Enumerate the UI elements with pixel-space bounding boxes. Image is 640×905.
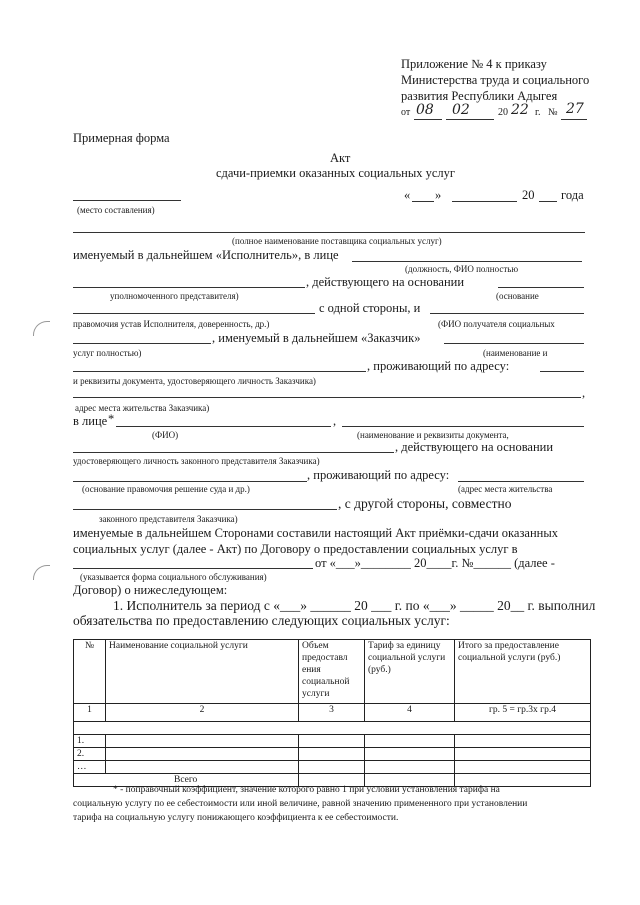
caption-authority: правомочия устав Исполнителя, доверенность, др.) [73,319,270,329]
header-service-name: Наименование социальной услуги [106,640,299,704]
text-comma: , [333,414,337,428]
caption-doc-name: (наименование и реквизиты документа, [357,430,509,440]
binder-mark-top [33,321,50,336]
total-label: Всего [74,774,299,787]
text-residing2: , проживающий по адресу: [307,468,450,482]
table-row [74,761,591,774]
caption-legal-rep: законного представителя Заказчика) [99,514,238,524]
act-subtitle: сдачи-приемки оказанных социальных услуг [216,166,456,180]
col-number-4: 4 [365,704,455,722]
caption-fio: (ФИО) [152,430,179,440]
date-year-word: года [561,188,584,202]
row-number: … [74,761,106,774]
header-volume: Объем предоставл ения социальной услуги [299,640,365,704]
header-number: № [74,640,106,704]
appendix-line1: Приложение № 4 к приказу [401,57,547,71]
text-from: от «___»________ 20____г. №______ (далее - [315,556,555,570]
appendix-date-prefix: от [401,107,411,118]
col-number-3: 3 [299,704,365,722]
services-table [73,639,591,787]
text-residing: , проживающий по адресу: [367,359,510,373]
appendix-year-prefix: 20 [498,107,508,118]
appendix-day: 08 [416,102,434,118]
form-label: Примерная форма [73,131,170,145]
text-contract: Договор) о нижеследующем: [73,583,228,597]
caption-residence: (адрес места жительства [458,484,553,494]
col-number-2: 2 [106,704,299,722]
text-in-person: в лице [73,414,108,428]
caption-name-and: (наименование и [483,348,548,358]
caption-court: (основание правомочия решение суда и др.) [82,484,250,494]
date-year-prefix: 20 [522,188,535,202]
text-item1: 1. Исполнитель за период с «___» ______ 20 ___ г. по «___» _____ 20__ г. выполнил [113,598,596,613]
row-number: 2. [74,748,106,761]
text-other-side: , с другой стороны, совместно [338,496,512,511]
caption-service-form: (указывается форма социального обслуживания) [80,572,267,582]
table-row [74,748,591,761]
appendix-year: 22 [511,102,529,118]
caption-authorized: уполномоченного представителя) [110,291,239,301]
text-acting2: , действующего на основании [395,440,554,454]
appendix-year-suffix: г. [535,107,541,118]
caption-provider: (полное наименование поставщика социальных услуг) [232,236,442,246]
date-close-quote: » [435,188,442,202]
text-named: именуемые в дальнейшем Сторонами составили настоящий Акт приёмки-сдачи оказанных [73,526,558,540]
appendix-number: 27 [566,101,584,117]
footnote-line3: тарифа на социальную услугу понижающего коэффициента к ее себестоимости. [73,813,399,823]
table-spacer-row [74,722,591,735]
appendix-line2: Министерства труда и социального [401,73,590,87]
caption-legal-rep-id: удостоверяющего личность законного представителя Заказчика) [73,456,320,466]
text-in-person-star: * [108,412,115,426]
caption-position: (должность, ФИО полностью [405,264,519,274]
col-number-5: гр. 5 = гр.3х гр.4 [455,704,591,722]
header-total: Итого за предоставление социальной услуги (руб.) [455,640,591,704]
text-services-act: социальных услуг (далее - Акт) по Договору о предоставлении социальных услуг в [73,542,518,556]
text-acting: , действующего на основании [306,275,465,289]
caption-services-full: услуг полностью) [73,348,142,358]
caption-place: (место составления) [77,205,155,215]
binder-mark-bottom [33,565,50,580]
appendix-line3: развития Республики Адыгея [401,89,558,103]
col-number-1: 1 [74,704,106,722]
caption-recipient: (ФИО получателя социальных [438,319,555,329]
date-open-quote: « [404,188,411,202]
caption-id-doc: и реквизиты документа, удостоверяющего личность Заказчика) [73,376,316,386]
table-row [74,735,591,748]
text-item1b: обязательства по предоставлению следующих социальных услуг: [73,613,450,628]
caption-address: адрес места жительства Заказчика) [75,403,210,413]
text-customer: , именуемый в дальнейшем «Заказчик» [212,331,421,345]
row-number: 1. [74,735,106,748]
text-executor: именуемый в дальнейшем «Исполнитель», в лице [73,248,339,262]
text-comma-address: , [582,386,586,400]
text-one-side: с одной стороны, и [319,301,421,315]
footnote-line1: * - поправочный коэффициент, значение которого равно 1 при условии установления тарифа на [113,785,500,795]
footnote-line2: социальную услугу по ее себестоимости или иной величине, равной значению примененного при установлении [73,799,528,809]
act-title: Акт [330,151,351,165]
appendix-number-prefix: № [548,107,558,118]
appendix-month: 02 [452,102,470,118]
header-tariff: Тариф за единицу социальной услуги (руб.) [365,640,455,704]
caption-basis: (основание [496,291,539,301]
